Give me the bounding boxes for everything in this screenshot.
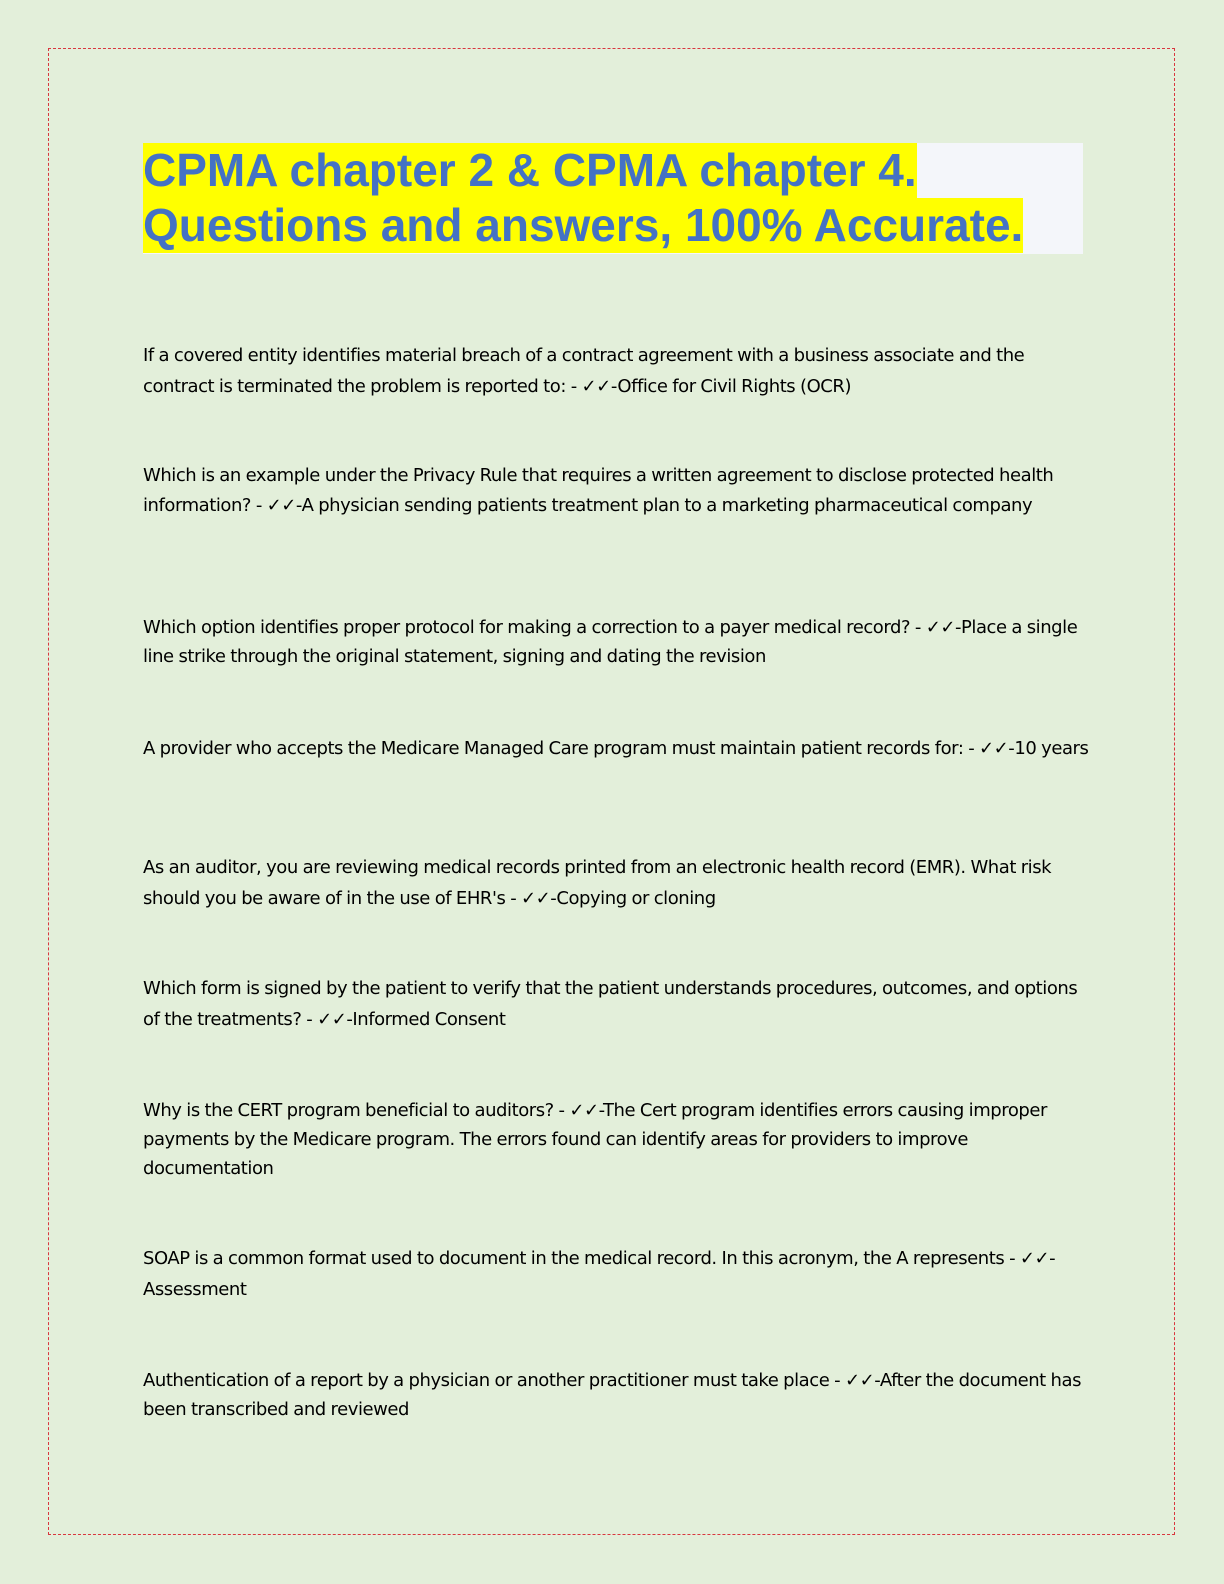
qa-item-7 [143,1096,1093,1183]
separator: - [1004,1248,1020,1269]
answer-prefix: - [610,376,618,397]
answer-prefix: - [598,1100,603,1121]
question-text: Which option identifies proper protocol for making a correction to a payer medical record? [143,617,911,638]
answer-prefix: - [346,1009,353,1030]
answer-text: The Cert program identifies errors causing improper payments by the Medicare program. The errors found can identify areas for providers to improve documentation [143,1100,1047,1179]
qa-item-6 [143,973,1093,1035]
question-text: A provider who accepts the Medicare Managed Care program must maintain patient records for: [143,738,964,759]
separator: - [565,376,582,397]
separator: - [301,1009,318,1030]
question-text: Which form is signed by the patient to verify that the patient understands procedures, outcomes, and options of the treatments? [143,978,1078,1030]
separator: - [910,617,926,638]
check-marks-icon: ✓✓ [317,1009,347,1030]
separator: - [553,1100,570,1121]
qa-item-5 [143,852,1093,914]
separator: - [963,738,980,759]
answer-text: After the document has been transcribed and reviewed [143,1370,1082,1420]
title-line-2: Questions and answers, 100% Accurate. [143,199,1024,251]
answer-prefix: - [295,495,302,516]
qa-item-3 [143,613,1093,671]
question-text: SOAP is a common format used to document in the medical record. In this acronym, the A represents [143,1248,1005,1269]
check-marks-icon: ✓✓ [569,1100,599,1121]
qa-item-8 [143,1243,1093,1305]
question-text: If a covered entity identifies material breach of a contract agreement with a business associate and the contract is terminated the problem is reported to: [143,345,1025,397]
check-marks-icon: ✓✓ [581,376,611,397]
answer-text: A physician sending patients treatment plan to a marketing pharmaceutical company [301,495,1033,516]
qa-item-9 [143,1366,1093,1424]
answer-text: Office for Civil Rights (OCR) [617,376,852,397]
question-text: Authentication of a report by a physician or another practitioner must take place [143,1370,830,1391]
check-marks-icon: ✓✓ [266,495,296,516]
check-marks-icon: ✓✓ [521,888,551,909]
page-border [48,48,1175,1535]
answer-prefix: - [1008,738,1015,759]
answer-prefix: - [954,617,961,638]
answer-prefix: - [550,888,557,909]
question-text: As an auditor, you are reviewing medical records printed from an electronic health record (EMR). What risk should you be aware of in the use of EHR's [143,857,1052,909]
check-marks-icon: ✓✓ [1019,1248,1050,1269]
check-marks-icon: ✓✓ [844,1370,875,1391]
separator: - [251,495,267,516]
answer-prefix: - [1049,1248,1055,1269]
separator: - [829,1370,845,1391]
qa-item-1 [143,340,1093,402]
question-text: Which is an example under the Privacy Rule that requires a written agreement to disclose protected health information? [143,465,1054,516]
answer-text: 10 years [1014,738,1089,759]
check-marks-icon: ✓✓ [979,738,1009,759]
separator: - [505,888,522,909]
check-marks-icon: ✓✓ [925,617,955,638]
question-text: Why is the CERT program beneficial to auditors? [143,1100,554,1121]
answer-text: Place a single line strike through the original statement, signing and dating the revision [143,617,1078,667]
qa-item-2 [143,461,1093,521]
answer-prefix: - [874,1370,880,1391]
answer-text: Informed Consent [352,1009,506,1030]
document-title [143,143,1083,254]
answer-text: Assessment [143,1279,247,1300]
qa-item-4 [143,734,1093,763]
answer-text: Copying or cloning [556,888,716,909]
title-line-1: CPMA chapter 2 & CPMA chapter 4. [143,144,917,196]
